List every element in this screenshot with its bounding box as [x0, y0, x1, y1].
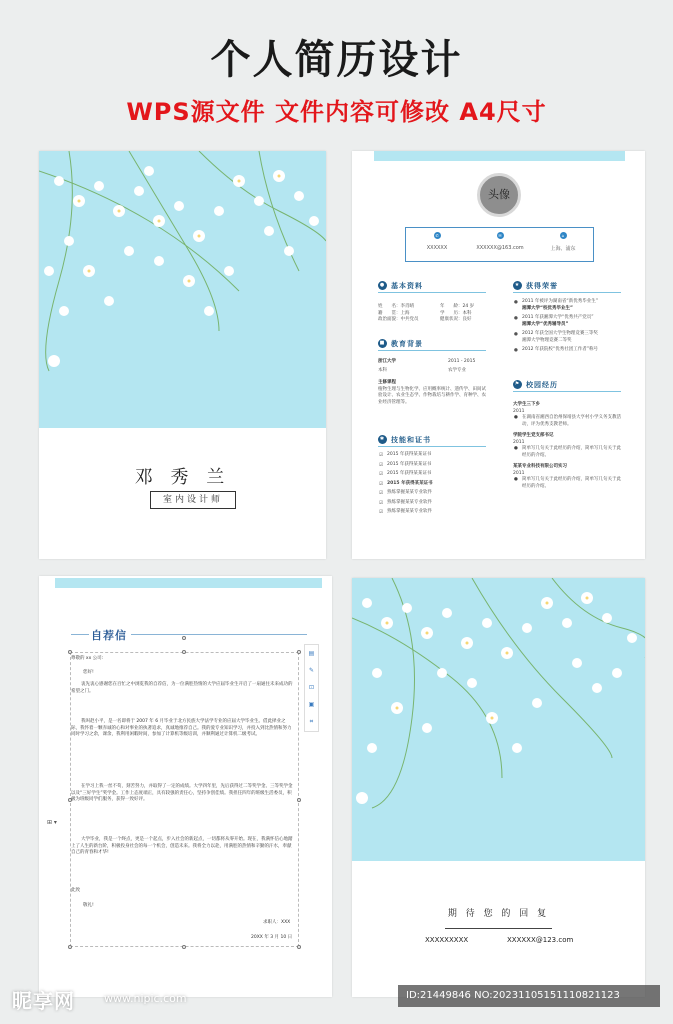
header-title: 个人简历设计 [210, 37, 463, 83]
basic-info-section [378, 281, 486, 324]
resize-handle-tm[interactable] [182, 650, 186, 654]
title-rule-left [71, 634, 89, 635]
resize-handle-bm[interactable] [182, 945, 186, 949]
letter-closing: 此致 [71, 888, 80, 893]
campus-title: 校园经历 [526, 381, 558, 389]
letter-paragraph: 衷先衷心感谢您在百忙之中浏览我的自荐信，为一位满腔热情的大学应届毕业生开启了一扇通往未来成功的希望之门。 [71, 682, 293, 694]
back-slogan: 期 待 您 的 回 复 [447, 909, 550, 919]
skill-item: ☑ 熟练掌握某某专业软件 [379, 509, 432, 515]
contact-box [405, 227, 594, 262]
resize-handle-br[interactable] [297, 945, 301, 949]
basic-degree: 学 历：本科 [440, 310, 472, 316]
contact-location [532, 232, 594, 252]
cover-letter-page [39, 576, 332, 997]
back-cover-page [352, 578, 645, 997]
skills-section [378, 435, 486, 516]
phone-icon: ✆ [435, 233, 439, 238]
resize-handle-tr[interactable] [297, 650, 301, 654]
resize-handle-mr[interactable] [297, 798, 301, 802]
letter-paragraph[interactable]: 我叫赵小平，是一名即将于 2007 年 6 月毕业于北方民族大学法学专业的应届大学毕业生。借此择业之际，我怀着一颗赤诚的心和对事业的执著追求，真诚地推荐自己。我的爱专业知识学习，并投入到比热情和努力同时学习之余，课余，我利用闲暇时间，参加了计算机等级培训，并顺利通过计算机二级考试。 [71, 719, 292, 737]
letter-paragraph[interactable]: 在学习上我一丝不苟，刻苦努力，并取得了一定的成绩。大学四年里，先后获得过二等奖学金、三等奖学金以及“三好学生”奖学金。工作上态度端正，具有较强的责任心，坚持争创佳绩。我担任四年的班级生活委员，积极为班级同学们服务，获得一致好评。 [71, 784, 293, 802]
gear-icon: ✱ [379, 436, 386, 442]
edu-courses: 植物生理与生物化学、应用概率统计、遗传学、田间试验设计、农业生态学、作物栽培与耕作学、育种学、农业经济管理等。 [378, 386, 486, 405]
title-rule-right [131, 634, 307, 635]
back-email: XXXXXX@123.com [507, 936, 574, 944]
layout-icon[interactable]: ▤ [308, 650, 315, 657]
campus-item: 大学生三下乡 2011 ● 在湖南省湘西自治州保靖县大亨村小学义务支教活动，评为优秀支教老师。 [513, 402, 621, 427]
lock-icon[interactable]: ⊡ [308, 684, 315, 691]
contact-email [469, 232, 531, 251]
skill-item: ☑ 2015 年获得某某证书 [379, 461, 432, 468]
skill-item: ☑ 2015 年获得某某证书 [379, 480, 433, 487]
rotate-handle[interactable] [182, 636, 186, 640]
honors-list [513, 299, 621, 354]
campus-item: 某某专业科技有限公司实习 2011 ● 简单写几句关于此经历的介绍，简单写几句关于此经历的介绍。 [513, 464, 621, 489]
letter-date: 20XX 年 3 月 10 日 [251, 935, 293, 940]
letter-title: 自荐信 [91, 629, 127, 642]
honor-item: ● 2012 年获院校“优秀社团工作者”称号 [514, 347, 599, 353]
edu-major: 农学专业 [448, 367, 466, 373]
education-section [378, 339, 486, 406]
resume-page [352, 151, 645, 559]
location-icon: ⌂ [560, 232, 567, 239]
edu-courses-title: 主修课程 [378, 380, 396, 385]
skill-item: ☑ 2015 年获得某某证书 [379, 471, 432, 477]
cover-page [39, 151, 326, 559]
contact-location-text: 上海、浦东 [550, 246, 576, 252]
basic-origin: 籍 贯：上海 [378, 310, 410, 316]
float-toolbar [304, 644, 319, 732]
letter-salute: 敬礼! [83, 903, 94, 908]
skills-title: 技能和证书 [391, 436, 431, 444]
edu-degree: 本科 [378, 367, 387, 373]
resize-handle-bl[interactable] [68, 945, 72, 949]
basic-name: 姓 名：李肖晴 [378, 304, 414, 309]
campus-item: 学院学生党支部书记 2011 ● 简单写几句关于此经历的介绍，简单写几句关于此经历的介绍。 [513, 433, 621, 458]
person-icon: ● [379, 282, 386, 288]
crop-icon[interactable]: ⌗ [309, 718, 314, 725]
honors-title: 获得荣誉 [526, 282, 558, 290]
letter-hello: 您好! [83, 670, 94, 675]
image-icon[interactable]: ▣ [308, 701, 315, 708]
letter-greeting: 尊敬的 xx 公司: [71, 656, 104, 661]
back-phone: XXXXXXXXX [425, 936, 469, 944]
watermark-url: www.nipic.com [104, 992, 187, 1005]
blossom-illustration-back [352, 578, 645, 861]
education-title: 教育背景 [391, 340, 423, 348]
skill-item: ☑ 熟练掌握某某专业软件 [379, 490, 432, 496]
resize-handle-tl[interactable] [68, 650, 72, 654]
skill-item: ☑ 2015 年获得某某证书 [379, 452, 432, 458]
honor-item: ● 2011 年被评为湖南省“新优秀毕业生” 湘潭大学“校优秀毕业生” [514, 299, 599, 311]
letter-top-bar [55, 578, 322, 588]
layout-options-icon[interactable]: ⊞ ▾ [47, 819, 57, 826]
edu-period: 2011 - 2015 [448, 359, 476, 364]
header-subtitle: WPS源文件 文件内容可修改 A4尺寸 [126, 98, 547, 126]
blossom-art [39, 151, 326, 428]
cover-name: 邓 秀 兰 [134, 467, 231, 488]
honors-section [513, 281, 621, 354]
campus-section [513, 380, 621, 490]
basic-age: 年 龄：24 岁 [440, 304, 475, 309]
back-rule [445, 928, 552, 929]
honor-item: ● 2011 年获湘潭大学“优秀共产党员” 湘潭大学“优秀辅导员” [514, 315, 594, 327]
letter-signature: 求职人：XXX [263, 920, 291, 925]
basic-health: 健康状况：良好 [440, 317, 472, 322]
flag-icon: ⚑ [514, 381, 521, 387]
contact-phone [406, 232, 468, 251]
watermark-logo: 昵享网 [12, 989, 75, 1013]
blossom-illustration [39, 151, 326, 428]
basic-political: 政治面貌：中共党员 [378, 317, 419, 322]
resume-top-bar [374, 151, 625, 161]
skill-item: ☑ 熟练掌握某某专业软件 [379, 499, 432, 506]
contact-email-text: XXXXXX@163.com [476, 245, 524, 251]
medal-icon: ★ [514, 282, 521, 288]
letter-paragraph: 大学毕业，我是一个终点，更是一个起点，步入社会的新起点，一切都将从零开始。现在，我满怀信心地踏上了人生的新台阶，积极投身社会的每一个机会，创造未来。我将全力以赴，用满腔的热情和辛勤的汗水，奉献自己的青春和才华! [71, 837, 293, 855]
honor-item: ● 2012 年获全国大学生物理竞赛三等奖 湘潭大学物理竞赛二等奖 [514, 331, 598, 343]
skills-list [378, 452, 486, 516]
watermark-id: ID:21449846 NO:20231105151110821123 [398, 985, 660, 1007]
cap-icon: ■ [379, 340, 386, 346]
email-icon: ✉ [498, 233, 502, 238]
cover-role: 室内设计师 [150, 491, 236, 509]
pen-icon[interactable]: ✎ [308, 667, 315, 674]
edu-school: 浙江大学 [378, 359, 396, 364]
contact-phone-text: XXXXXX [426, 245, 448, 251]
basic-info-title: 基本资料 [391, 282, 423, 290]
avatar: 头像 [477, 173, 521, 217]
blossom-art [352, 578, 645, 861]
